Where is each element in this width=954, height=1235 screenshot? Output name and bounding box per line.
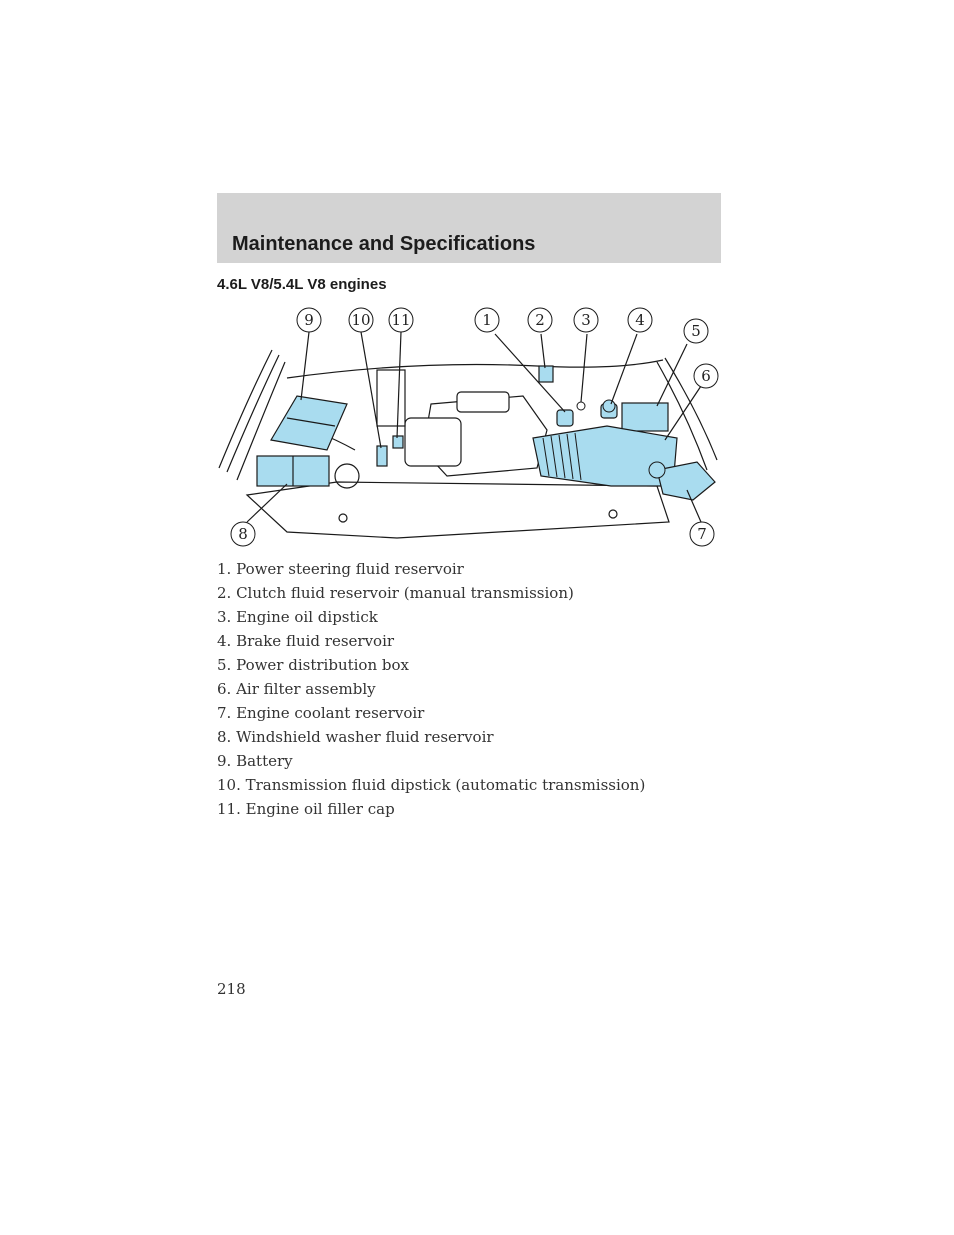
section-title: Maintenance and Specifications [232,233,536,255]
legend-item: 5. Power distribution box [217,656,409,674]
engine-compartment-diagram [217,300,721,555]
left-fender-line [219,350,272,468]
callout-label-1: 1 [482,311,492,329]
section-header-band [217,193,721,263]
callout-label-10: 10 [351,311,371,329]
coolant-reservoir-cap [649,462,665,478]
throttle-body [457,392,509,412]
callout-label-3: 3 [581,311,591,329]
power-steering-reservoir [557,410,573,426]
transmission-dipstick-tube [377,446,387,466]
component-legend [217,557,645,821]
callout-label-8: 8 [238,525,248,543]
leader-line-3 [581,334,587,402]
legend-item: 10. Transmission fluid dipstick (automatic transmission) [217,776,646,794]
battery [271,396,347,450]
power-steering-bracket [377,370,405,426]
callout-label-4: 4 [635,311,645,329]
radiator-support [247,482,669,538]
legend-item: 4. Brake fluid reservoir [217,632,395,650]
callout-label-11: 11 [391,311,411,329]
leader-line-5 [657,344,687,406]
callout-label-2: 2 [535,311,545,329]
intake-plenum [405,418,461,466]
legend-item: 2. Clutch fluid reservoir (manual transmission) [217,584,574,602]
callout-label-9: 9 [304,311,314,329]
oil-filler-cap [393,436,403,448]
leader-line-9 [301,332,309,400]
legend-item: 11. Engine oil filler cap [217,800,395,818]
left-fender-line [227,355,279,472]
callout-label-7: 7 [697,525,707,543]
legend-item: 9. Battery [217,752,293,770]
engine-subheading: 4.6L V8/5.4L V8 engines [217,276,387,293]
cowl-line [287,360,663,378]
power-distribution-box [622,403,668,431]
legend-item: 8. Windshield washer fluid reservoir [217,728,494,746]
brake-reservoir-cap [603,400,615,412]
clutch-reservoir [539,366,553,382]
leader-line-4 [611,334,637,404]
callout-label-6: 6 [701,367,711,385]
legend-item: 3. Engine oil dipstick [217,608,378,626]
page-number: 218 [217,980,246,998]
dipstick-handle [577,402,585,410]
leader-line-2 [541,334,545,368]
legend-item: 1. Power steering fluid reservoir [217,560,464,578]
legend-item: 6. Air filter assembly [217,680,376,698]
callout-label-5: 5 [691,322,701,340]
legend-item: 7. Engine coolant reservoir [217,704,425,722]
